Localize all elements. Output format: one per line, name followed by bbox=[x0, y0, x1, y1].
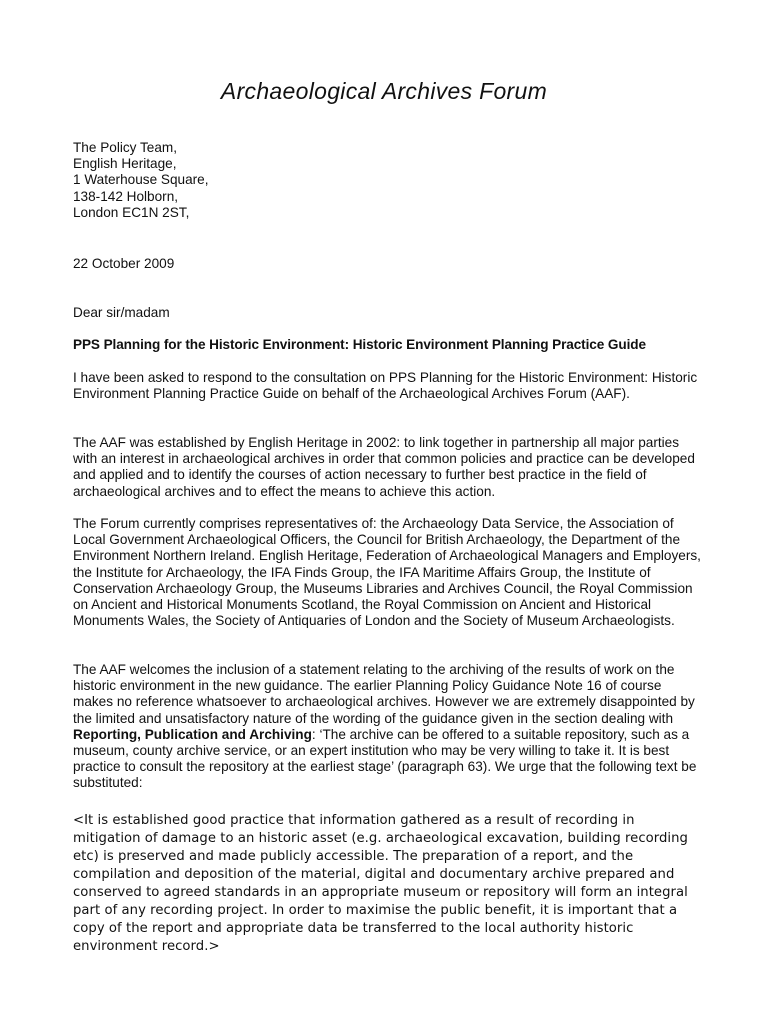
paragraph-4-after: : ‘The archive can be offered to a suitable repository, such as a museum, county archive service, or an expert institution who may be very willing to take it. It is best practice to consult the repository at the earliest stage’ (paragraph 63). We urge that the following text be substituted: bbox=[73, 726, 697, 791]
paragraph-aaf-established bbox=[73, 435, 703, 500]
quote-text: <It is established good practice that information gathered as a result of recording in mitigation of damage to an historic asset (e.g. archaeological excavation, building recording etc) is preserved and made publicly accessible. The preparation of a report, and the compilation and deposition of the material, digital and documentary archive prepared and conserved to agreed standards in an appropriate museum or repository will form an integral part of any recording project. In order to maximise the public benefit, it is important that a copy of the report and appropriate data be transferred to the local authority historic environment record.> bbox=[73, 813, 688, 954]
salutation: Dear sir/madam bbox=[73, 305, 170, 320]
address-line-4: 138-142 Holborn, bbox=[73, 188, 179, 204]
document-title: Archaeological Archives Forum bbox=[220, 78, 548, 104]
letter-date: 22 October 2009 bbox=[73, 256, 175, 271]
paragraph-4-text bbox=[73, 662, 703, 792]
paragraph-3-text: The Forum currently comprises representatives of: the Archaeology Data Service, the Association of Local Government Archaeological Officers, the Council for British Archaeology, the Department of the Environment Northern Ireland. English Heritage, Federation of Archaeological Managers and Employers, the Institute for Archaeology, the IFA Finds Group, the IFA Maritime Affairs Group, the Institute of Conservation Archaeology Group, the Museums Libraries and Archives Council, the Royal Commission on Ancient and Historical Monuments Scotland, the Royal Commission on Ancient and Historical Monuments Wales, the Society of Antiquaries of London and the Society of Museum Archaeologists. bbox=[73, 516, 701, 629]
paragraph-intro bbox=[73, 370, 703, 402]
paragraph-4-bold-section: Reporting, Publication and Archiving bbox=[73, 726, 312, 742]
paragraph-forum-members bbox=[73, 516, 703, 629]
address-line-5: London EC1N 2ST, bbox=[73, 204, 190, 220]
recipient-address bbox=[73, 140, 703, 221]
proposed-text-quote bbox=[73, 812, 703, 956]
paragraph-aaf-welcomes bbox=[73, 662, 703, 792]
paragraph-2-text: The AAF was established by English Heritage in 2002: to link together in partnership all major parties with an interest in archaeological archives in order that common policies and practice can be developed and applied and to identify the courses of action necessary to further best practice in the field of archaeological archives and to effect the means to achieve this action. bbox=[73, 435, 695, 499]
subject-line: PPS Planning for the Historic Environment: Historic Environment Planning Practice Guide bbox=[73, 337, 646, 352]
address-line-1: The Policy Team, bbox=[73, 140, 178, 155]
paragraph-4-before: The AAF welcomes the inclusion of a statement relating to the archiving of the results of work on the historic environment in the new guidance. The earlier Planning Policy Guidance Note 16 of course makes no reference whatsoever to archaeological archives. However we are extremely disappointed by the limited and unsatisfactory nature of the wording of the guidance given in the section dealing with bbox=[73, 662, 695, 726]
paragraph-1-text: I have been asked to respond to the consultation on PPS Planning for the Historic Environment: Historic Environment Planning Practice Guide on behalf of the Archaeological Archives Forum (AAF). bbox=[73, 370, 698, 402]
address-line-2: English Heritage, bbox=[73, 156, 177, 172]
address-line-3: 1 Waterhouse Square, bbox=[73, 172, 209, 188]
